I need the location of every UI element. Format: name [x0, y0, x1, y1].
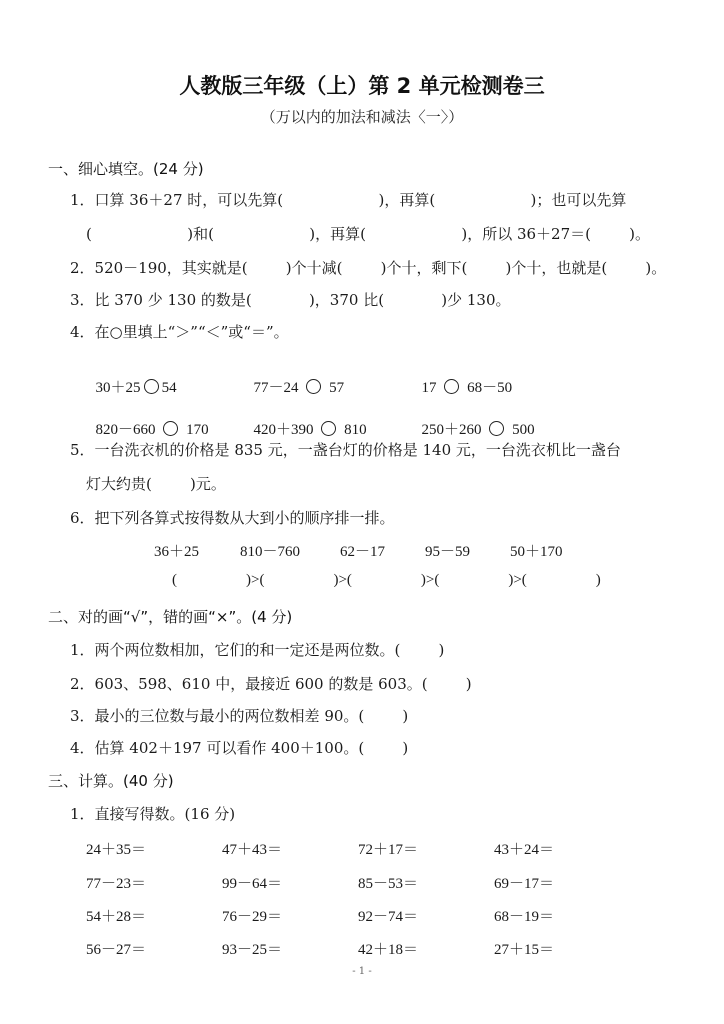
- circle-blank[interactable]: [489, 421, 504, 436]
- tf-item: 1．两个两位数相加，它们的和一定还是两位数。( ): [70, 641, 445, 659]
- calc-item: 76－29＝: [222, 909, 283, 925]
- calc-item: 92－74＝: [358, 909, 419, 925]
- page-subtitle: （万以内的加法和减法〈一〉）: [260, 108, 464, 126]
- section3-sub1: 1．直接写得数。(16 分): [70, 805, 236, 823]
- compare-item: 17 68－50: [421, 380, 513, 396]
- calc-item: 99－64＝: [222, 876, 283, 892]
- calc-item: 56－27＝: [86, 942, 147, 958]
- calc-item: 43＋24＝: [494, 842, 555, 858]
- q3: 3．比 370 少 130 的数是( )，370 比( )少 130。: [70, 291, 511, 309]
- q6-expr: 50＋170: [510, 544, 563, 560]
- compare-item: 30＋25 54: [95, 380, 177, 396]
- calc-item: 93－25＝: [222, 942, 283, 958]
- circle-blank[interactable]: [163, 421, 178, 436]
- calc-item: 69－17＝: [494, 876, 555, 892]
- q1-line2: ( )和( )，再算( )，所以 36＋27＝( )。: [86, 225, 650, 243]
- q5-line1: 5．一台洗衣机的价格是 835 元，一盏台灯的价格是 140 元，一台洗衣机比一盏台: [70, 441, 621, 459]
- calc-item: 72＋17＝: [358, 842, 419, 858]
- compare-item: 250＋260 500: [421, 422, 535, 438]
- q6-expr: 36＋25: [154, 544, 200, 560]
- calc-item: 54＋28＝: [86, 909, 147, 925]
- calc-item: 47＋43＝: [222, 842, 283, 858]
- q5-line2: 灯大约贵( )元。: [86, 475, 226, 493]
- q1-line1: 1．口算 36＋27 时，可以先算( )，再算( )；也可以先算: [70, 191, 627, 209]
- calc-item: 85－53＝: [358, 876, 419, 892]
- q6-expr: 95－59: [425, 544, 471, 560]
- calc-item: 24＋35＝: [86, 842, 147, 858]
- section1-heading: 一、细心填空。(24 分): [48, 160, 204, 178]
- q6-expr: 62－17: [340, 544, 386, 560]
- circle-blank[interactable]: [306, 379, 321, 394]
- q4-instruction: 4．在○里填上“＞”“＜”或“＝”。: [70, 323, 289, 341]
- q2: 2．520－190，其实就是( )个十减( )个十，剩下( )个十，也就是( )。: [70, 259, 667, 277]
- section3-heading: 三、计算。(40 分): [48, 772, 174, 790]
- compare-item: 77－24 57: [253, 380, 345, 396]
- q6-order-blanks: ( )>( )>( )>( )>( ): [172, 572, 601, 588]
- q6-instruction: 6．把下列各算式按得数从大到小的顺序排一排。: [70, 509, 395, 527]
- q6-expr: 810－760: [240, 544, 301, 560]
- compare-item: 820－660 170: [95, 422, 209, 438]
- calc-item: 27＋15＝: [494, 942, 555, 958]
- tf-item: 4．估算 402＋197 可以看作 400＋100。( ): [70, 739, 409, 757]
- calc-item: 77－23＝: [86, 876, 147, 892]
- tf-item: 2．603、598、610 中，最接近 600 的数是 603。( ): [70, 675, 472, 693]
- circle-blank[interactable]: [444, 379, 459, 394]
- section2-heading: 二、对的画“√”，错的画“×”。(4 分): [48, 608, 293, 626]
- calc-item: 68－19＝: [494, 909, 555, 925]
- circle-blank[interactable]: [144, 379, 159, 394]
- page-number: - 1 -: [352, 966, 372, 977]
- tf-item: 3．最小的三位数与最小的两位数相差 90。( ): [70, 707, 409, 725]
- circle-blank[interactable]: [321, 421, 336, 436]
- calc-item: 42＋18＝: [358, 942, 419, 958]
- compare-item: 420＋390 810: [253, 422, 367, 438]
- page-title: 人教版三年级（上）第 2 单元检测卷三: [179, 74, 545, 98]
